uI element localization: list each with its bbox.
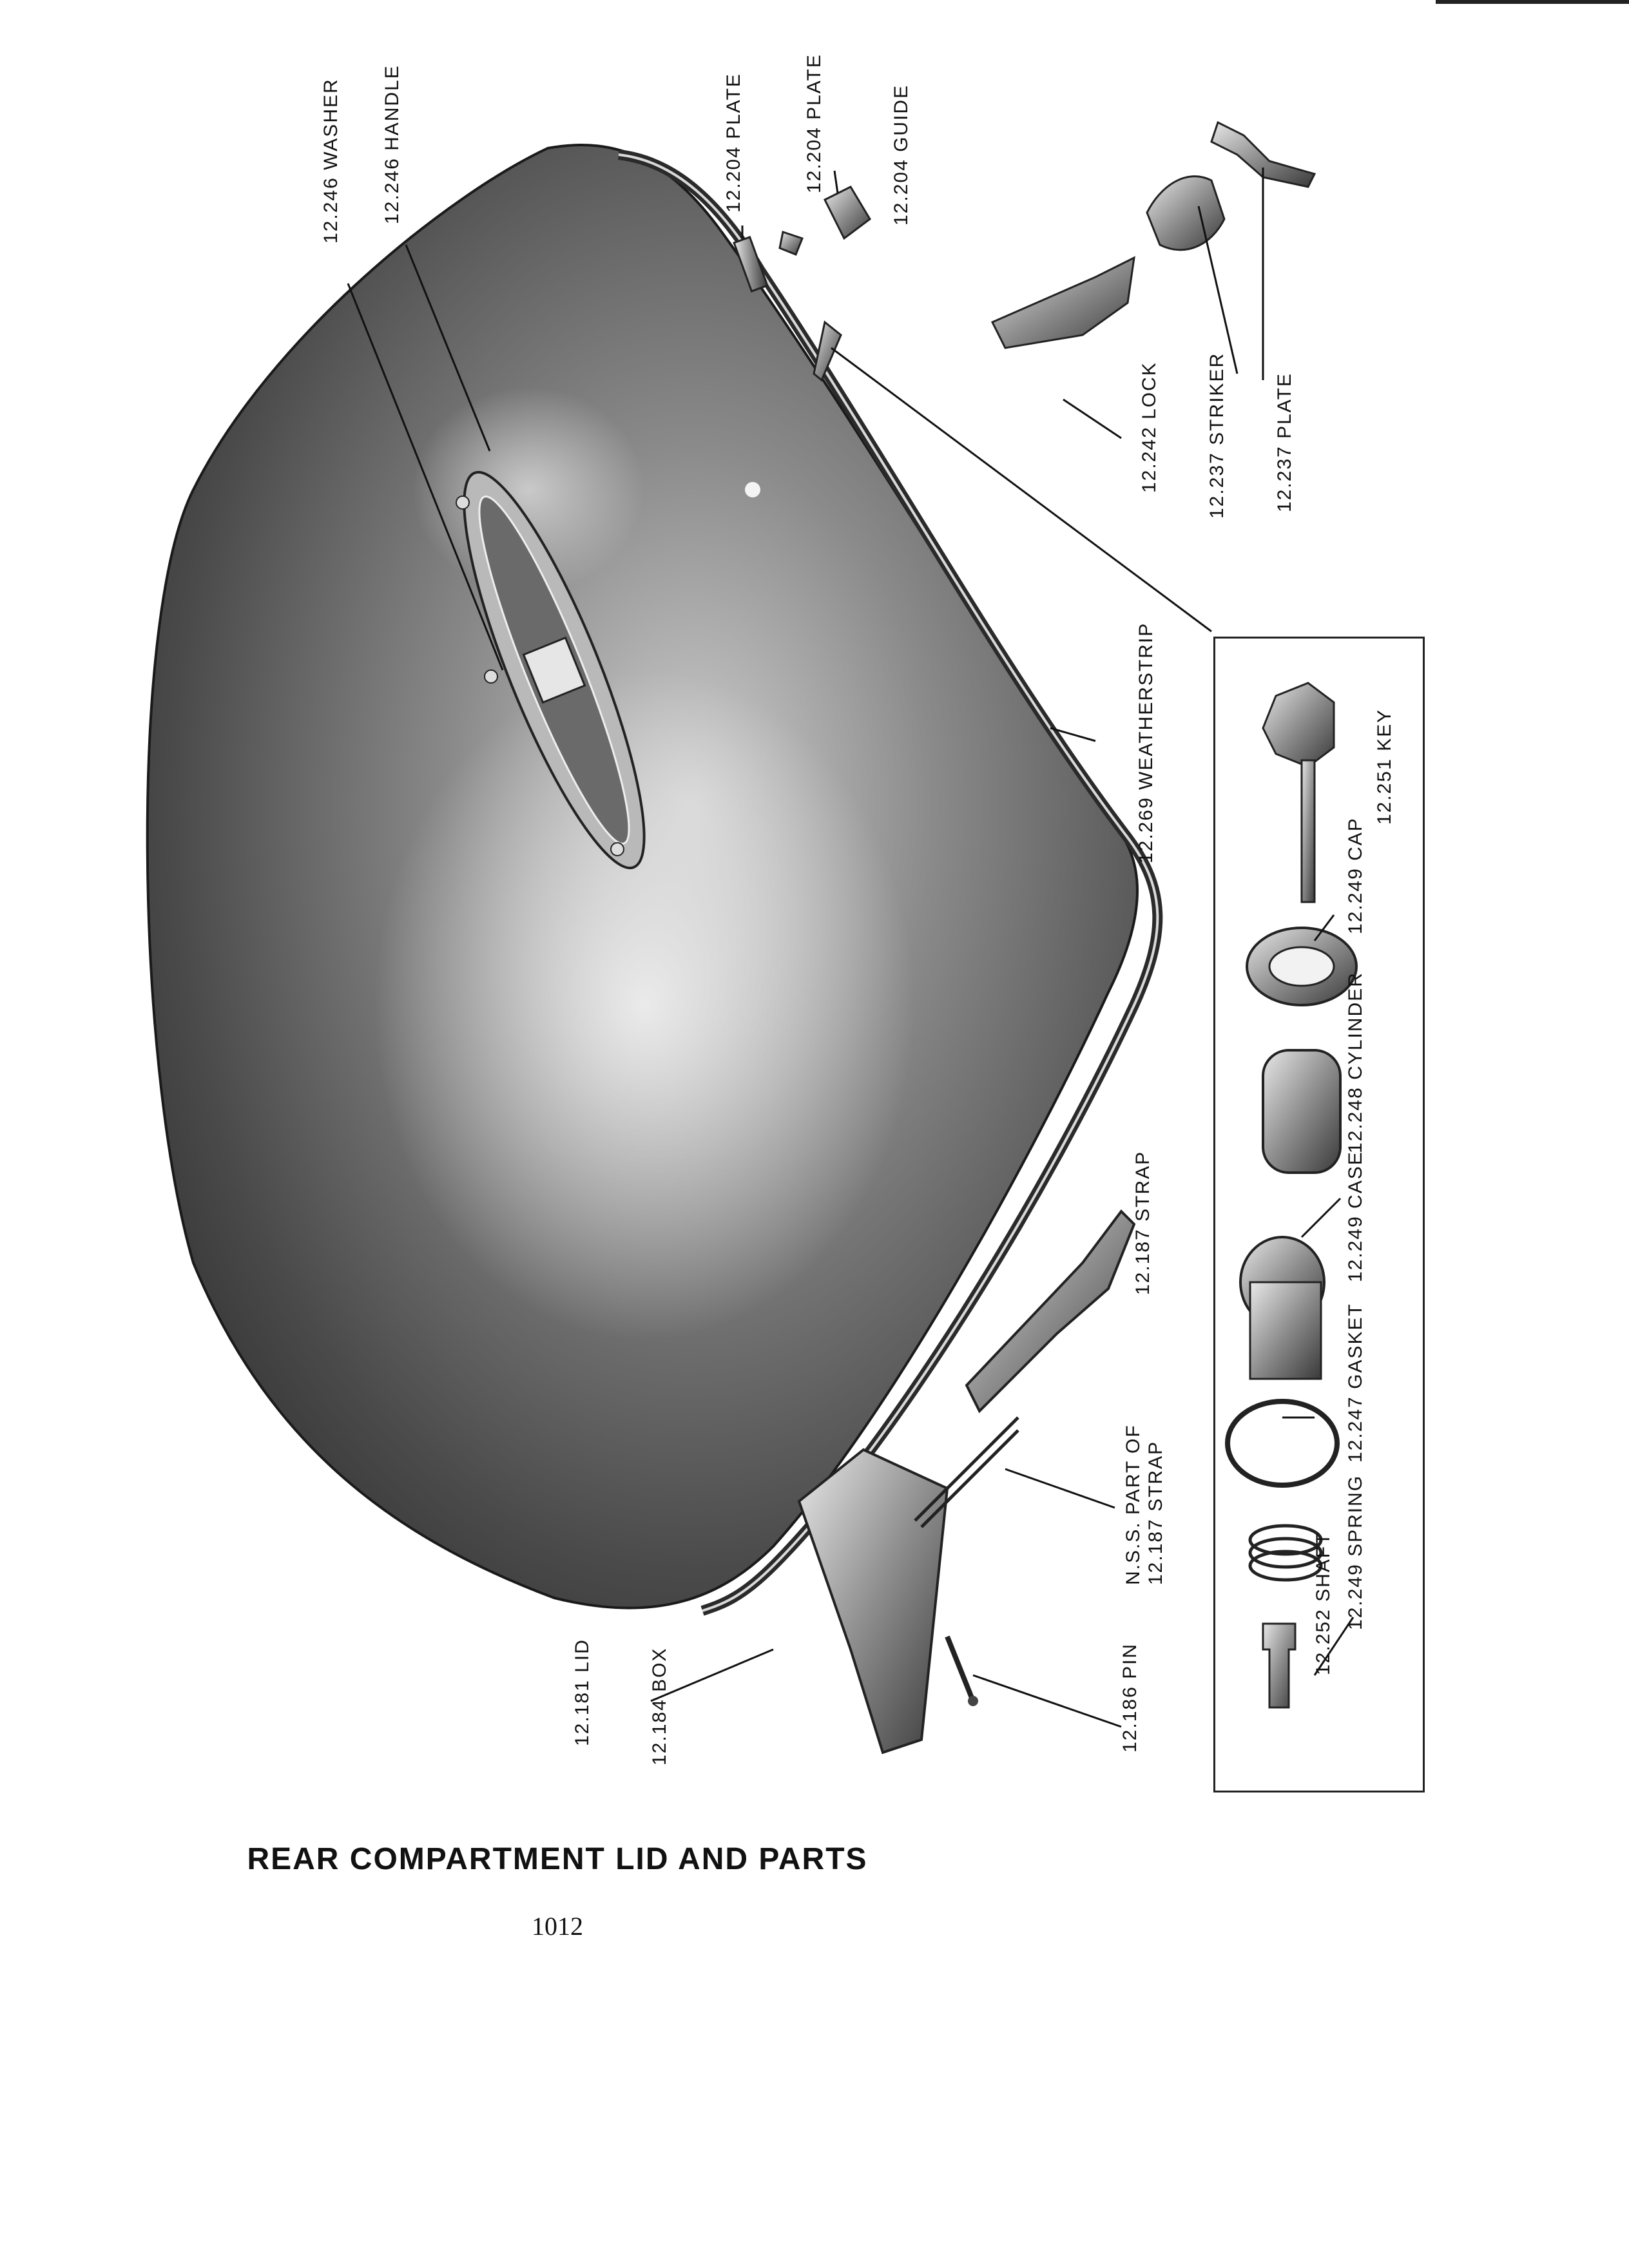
lock-striker-illustration	[992, 122, 1315, 348]
label-washer: 12.246 WASHER	[320, 78, 342, 244]
label-lid: 12.181 LID	[572, 1639, 593, 1746]
label-key: 12.251 KEY	[1374, 708, 1395, 825]
label-handle: 12.246 HANDLE	[381, 64, 403, 224]
label-striker: 12.237 STRIKER	[1206, 352, 1228, 519]
label-case: 12.249 CASE	[1345, 1151, 1366, 1282]
label-pin: 12.186 PIN	[1119, 1642, 1141, 1753]
label-strap: 12.187 STRAP	[1132, 1150, 1153, 1295]
label-lock: 12.242 LOCK	[1139, 361, 1160, 493]
label-box: 12.184 BOX	[649, 1647, 670, 1765]
label-gasket: 12.247 GASKET	[1345, 1303, 1366, 1463]
label-spring: 12.249 SPRING	[1345, 1474, 1366, 1630]
label-plate-204a: 12.204 PLATE	[723, 73, 744, 213]
label-shaft: 12.252 SHAFT	[1313, 1532, 1334, 1675]
label-cap: 12.249 CAP	[1345, 817, 1366, 934]
label-plate-237: 12.237 PLATE	[1274, 372, 1295, 512]
label-nss-line1: N.S.S. PART OF	[1123, 1424, 1144, 1585]
label-weatherstrip: 12.269 WEATHERSTRIP	[1135, 622, 1157, 863]
label-plate-204b: 12.204 PLATE	[804, 53, 825, 193]
label-cylinder: 12.248 CYLINDER	[1345, 972, 1366, 1153]
figure-caption: REAR COMPARTMENT LID AND PARTS	[247, 1842, 868, 1876]
page-number: 1012	[532, 1912, 583, 1941]
label-guide: 12.204 GUIDE	[891, 84, 912, 226]
label-nss-line2: 12.187 STRAP	[1145, 1440, 1166, 1585]
lid-illustration	[148, 145, 1158, 1611]
